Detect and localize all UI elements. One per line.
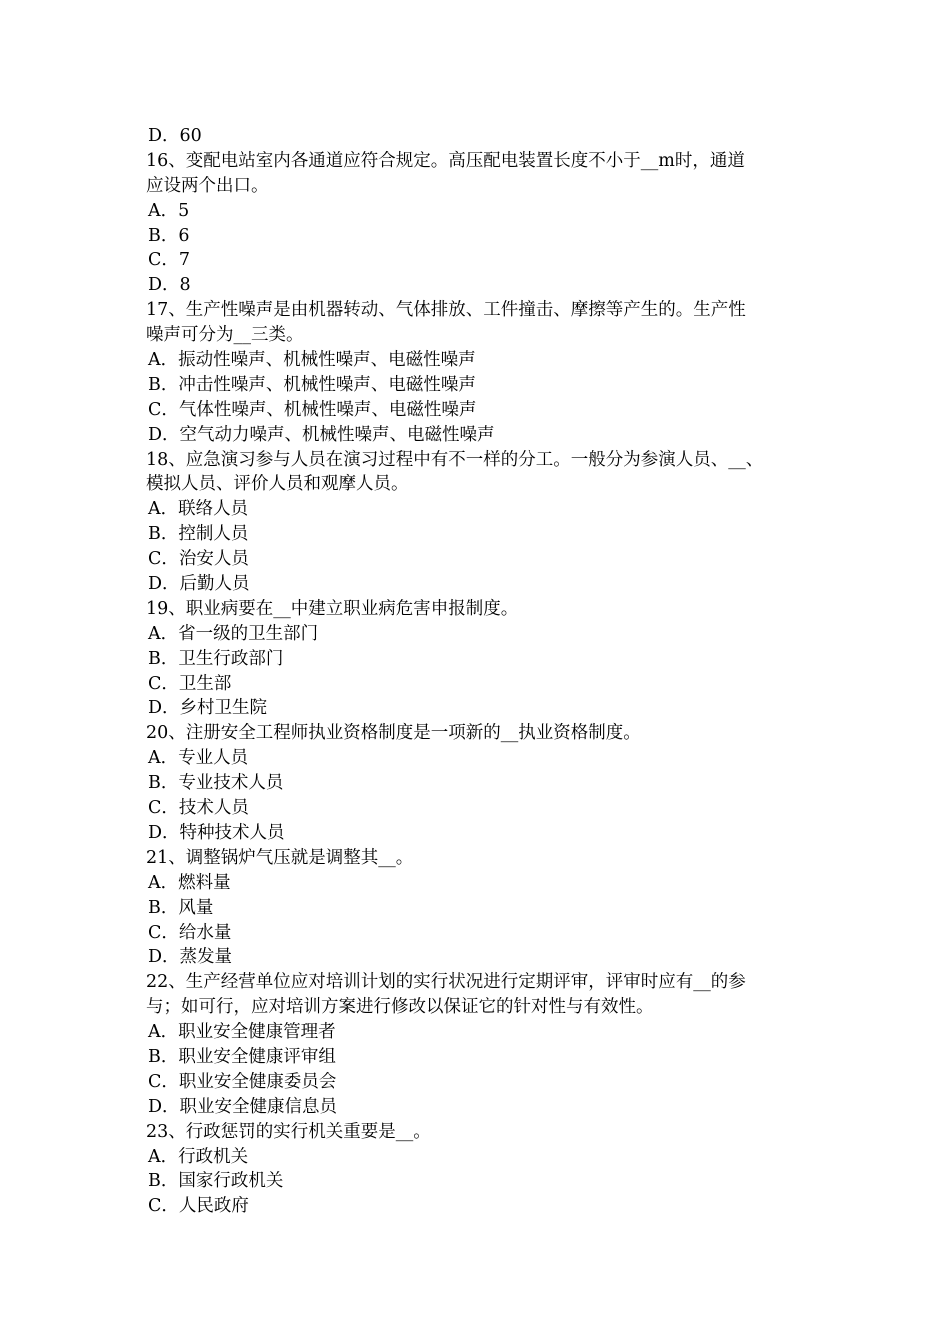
answer-option: C．7 (148, 250, 191, 271)
document-body (146, 124, 816, 1219)
answer-option: B．6 (148, 225, 190, 246)
answer-option: B．国家行政机关 (148, 1171, 284, 1192)
answer-option: C．技术人员 (148, 798, 249, 819)
question-text-line: 16、变配电站室内各通道应符合规定。高压配电装置长度不小于__m时，通道 (146, 150, 745, 171)
answer-option: A．行政机关 (148, 1146, 249, 1167)
answer-option: D．后勤人员 (148, 574, 250, 595)
question-text-line: 噪声可分为__三类。 (146, 325, 304, 346)
question-text-line: 23、行政惩罚的实行机关重要是__。 (146, 1121, 431, 1142)
question-text-line: 与；如可行，应对培训方案进行修改以保证它的针对性与有效性。 (146, 997, 654, 1018)
answer-option: C．给水量 (148, 922, 232, 943)
answer-option: D．蒸发量 (148, 947, 233, 968)
question-text-line: 模拟人员、评价人员和观摩人员。 (146, 474, 409, 495)
answer-option: D．乡村卫生院 (148, 698, 268, 719)
question-text-line: 17、生产性噪声是由机器转动、气体排放、工件撞击、摩擦等产生的。生产性 (146, 300, 746, 321)
answer-option: D．特种技术人员 (148, 822, 285, 843)
answer-option: B．职业安全健康评审组 (148, 1046, 336, 1067)
question-text-line: 18、应急演习参与人员在演习过程中有不一样的分工。一般分为参演人员、__、 (146, 449, 764, 470)
answer-option: B．冲击性噪声、机械性噪声、电磁性噪声 (148, 374, 476, 395)
answer-option: B．专业技术人员 (148, 773, 284, 794)
answer-option: D．60 (148, 126, 202, 146)
answer-option: D．空气动力噪声、机械性噪声、电磁性噪声 (148, 424, 495, 445)
answer-option: C．气体性噪声、机械性噪声、电磁性噪声 (148, 399, 477, 420)
answer-option: D．8 (148, 275, 191, 296)
answer-option: B．卫生行政部门 (148, 648, 284, 669)
answer-option: A．振动性噪声、机械性噪声、电磁性噪声 (148, 350, 476, 371)
question-text-line: 21、调整锅炉气压就是调整其__。 (146, 847, 414, 868)
answer-option: C．卫生部 (148, 673, 232, 694)
answer-option: A．省一级的卫生部门 (148, 623, 319, 644)
answer-option: D．职业安全健康信息员 (148, 1096, 338, 1117)
answer-option: A．专业人员 (148, 748, 249, 769)
answer-option: A．职业安全健康管理者 (148, 1022, 336, 1043)
answer-option: A．联络人员 (148, 499, 249, 520)
answer-option: C．治安人员 (148, 549, 249, 570)
answer-option: A．5 (148, 200, 190, 221)
answer-option: C．职业安全健康委员会 (148, 1071, 337, 1092)
question-text-line: 22、生产经营单位应对培训计划的实行状况进行定期评审，评审时应有__的参 (146, 972, 746, 993)
answer-option: B．风量 (148, 897, 214, 918)
answer-option: B．控制人员 (148, 524, 249, 545)
question-text-line: 20、注册安全工程师执业资格制度是一项新的__执业资格制度。 (146, 723, 641, 744)
answer-option: C．人民政府 (148, 1196, 249, 1217)
question-text-line: 19、职业病要在__中建立职业病危害申报制度。 (146, 598, 519, 619)
question-text-line: 应设两个出口。 (146, 175, 269, 196)
answer-option: A．燃料量 (148, 872, 231, 893)
